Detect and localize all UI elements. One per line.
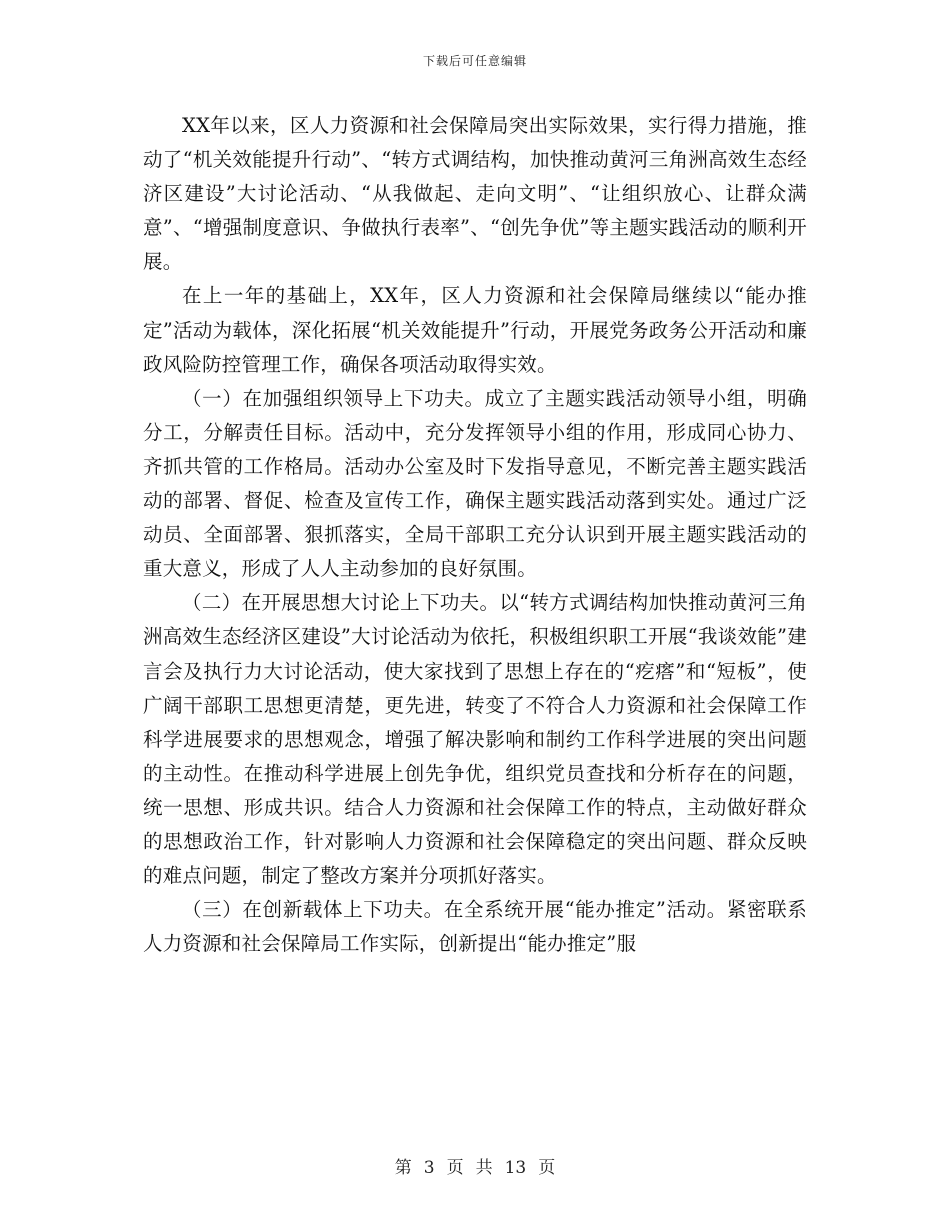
footer-label-page-unit: 页: [446, 1158, 464, 1178]
footer-label-total: 共: [475, 1158, 493, 1178]
footer-label-page: 第: [394, 1158, 412, 1178]
footer-total-pages: 13: [504, 1158, 527, 1178]
paragraph-section-two: （二）在开展思想大讨论上下功夫。以“转方式调结构加快推动黄河三角洲高效生态经济区建设”大讨论活动为依托，积极组织职工开展“我谈效能”建言会及执行力大讨论活动，使大家找到了思想上存在的“疙瘩”和“短板”，使广阔干部职工思想更清楚，更先进，转变了不符合人力资源和社会保障工作科学进展要求的思想观念，增强了解决影响和制约工作科学进展的突出问题的主动性。在推动科学进展上创先争优，组织党员查找和分析存在的问题，统一思想、形成共识。结合人力资源和社会保障工作的特点，主动做好群众的思想政治工作，针对影响人力资源和社会保障稳定的突出问题、群众反映的难点问题，制定了整改方案并分项抓好落实。: [143, 591, 807, 888]
paragraph-section-three: （三）在创新载体上下功夫。在全系统开展“能办推定”活动。紧密联系人力资源和社会保障局工作实际，创新提出“能办推定”服: [143, 898, 807, 956]
paragraph-overview: 在上一年的基础上，XX年，区人力资源和社会保障局继续以“能办推定”活动为载体，深化拓展“机关效能提升”行动，开展党务政务公开活动和廉政风险防控管理工作，确保各项活动取得实效。: [143, 284, 807, 376]
footer-current-page: 3: [423, 1158, 435, 1178]
paragraph-section-one: （一）在加强组织领导上下功夫。成立了主题实践活动领导小组，明确分工，分解责任目标。活动中，充分发挥领导小组的作用，形成同心协力、齐抓共管的工作格局。活动办公室及时下发指导意见，不断完善主题实践活动的部署、督促、检查及宣传工作，确保主题实践活动落到实处。通过广泛动员、全面部署、狠抓落实，全局干部职工充分认识到开展主题实践活动的重大意义，形成了人人主动参加的良好氛围。: [143, 386, 807, 581]
page-footer: [0, 1153, 950, 1178]
footer-label-total-unit: 页: [538, 1158, 556, 1178]
paragraph-intro: XX年以来，区人力资源和社会保障局突出实际效果，实行得力措施，推动了“机关效能提升行动”、“转方式调结构，加快推动黄河三角洲高效生态经济区建设”大讨论活动、“从我做起、走向文明”、“让组织放心、让群众满意”、“增强制度意识、争做执行表率”、“创先争优”等主题实践活动的顺利开展。: [143, 114, 807, 274]
document-body: [143, 109, 807, 961]
page-header-note: 下载后可任意编辑: [422, 54, 527, 68]
